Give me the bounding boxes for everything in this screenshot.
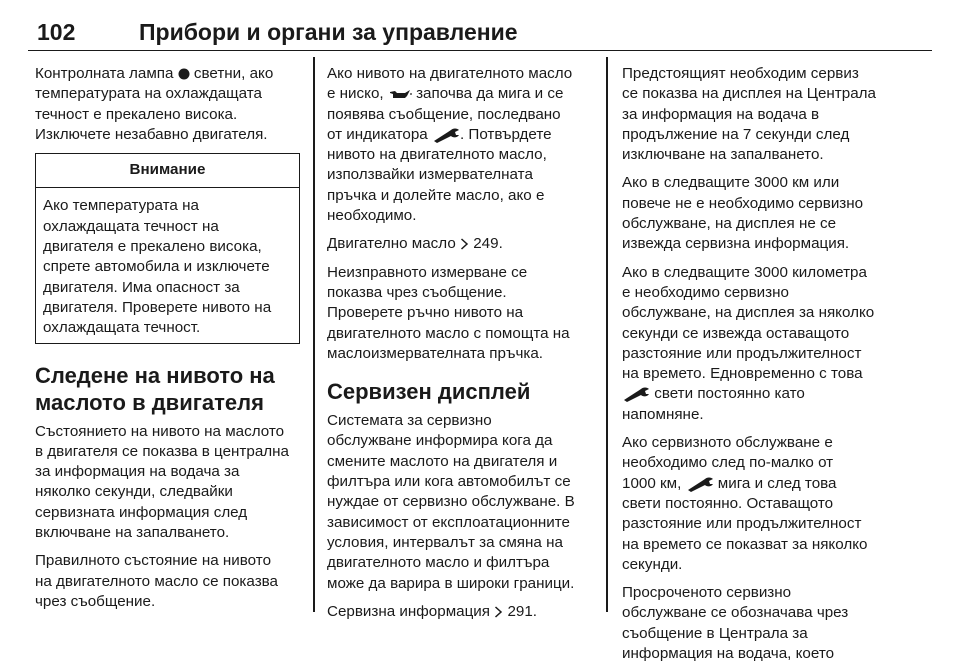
column-divider <box>606 57 608 612</box>
section-title-service-display: Сервизен дисплей <box>327 379 531 405</box>
oil-level-paragraph: Състоянието на нивото на маслото в двигателя се показва в централна за информация на водача за няколко секунди, следвайки сервизната информация след включване на запалването. <box>35 422 289 542</box>
no-service-paragraph: Ако в следващите 3000 км или повече не е необходимо сервизно обслужване, на дисплея не се извежда сервизна информация. <box>622 174 864 253</box>
intro-paragraph: Контролната лампа светни, ако температурата на охлаждащата течност е прекалено висока. Изключете незабавно двигателя. <box>35 65 274 143</box>
service-soon-paragraph: Ако сервизното обслужване е необходимо след по-малко от 1000 км, мига и след това свети постоянно. Оставащото разстояние или продължителност на времето се показват за няколко секунди. <box>622 434 868 573</box>
page-reference-link[interactable]: 249. <box>473 235 503 253</box>
page-reference-link[interactable]: 291. <box>507 602 538 620</box>
column-right <box>622 64 922 672</box>
wrench-icon <box>432 127 460 143</box>
engine-oil-reference: Двигателно масло 249. <box>327 235 503 253</box>
warning-body: Ако температурата на охлаждащата течност на двигателя е прекалено висока, спрете автомобила и изключете двигателя. Има опасност за двигателя. Проверете нивото на охлаждащата течност. <box>43 197 272 337</box>
page-title: Прибори и органи за управление <box>139 19 518 45</box>
wrench-icon <box>622 386 650 402</box>
page-number: 102 <box>37 19 76 45</box>
page-reference-arrow-icon <box>460 238 469 250</box>
column-middle <box>327 64 595 630</box>
warning-box <box>35 153 300 343</box>
section-title-oil-level: Следене на нивото на маслото в двигателя <box>35 362 275 415</box>
column-left <box>35 64 300 620</box>
faulty-measurement-paragraph: Неизправното измерване се показва чрез съобщение. Проверете ръчно нивото на двигателното масло с помощта на маслоизмервателната пръчка. <box>327 263 570 362</box>
column-divider <box>313 57 315 612</box>
wrench-icon <box>686 476 714 492</box>
service-info-reference: Сервизна информация 291. <box>327 602 538 620</box>
service-system-paragraph: Системата за сервизно обслужване информира кога да смените маслото на двигателя и филтъра или кога автомобилът се нуждае от сервизно обслужване. В зависимост от експлоатационните условия, интервалът за смяна на двигателното масло и филтъра може да варира в широки граници. <box>327 412 575 592</box>
oil-can-icon <box>388 88 412 100</box>
page-reference-arrow-icon <box>494 606 503 618</box>
oil-correct-paragraph: Правилното състояние на нивото на двигателното масло се показва чрез съобщение. <box>35 552 278 610</box>
filled-circle-icon <box>178 68 190 80</box>
page-header <box>28 10 932 51</box>
overdue-service-paragraph: Просроченото сервизно обслужване се обозначава чрез съобщение в Централа за информация на водача, което <box>622 584 849 663</box>
low-oil-paragraph: Ако нивото на двигателното масло е ниско, започва да мига и се появява съобщение, последвано от индикатора . Потвърдете нивото на двигателното масло, използвайки измервателната пръчка и долейте масло, ако е необходимо. <box>327 65 573 225</box>
upcoming-service-paragraph: Предстоящият необходим сервиз се показва на дисплея на Централа за информация на водача в продължение на 7 секунди след изключване на запалването. <box>622 65 876 164</box>
warning-title: Внимание <box>36 154 299 188</box>
service-needed-paragraph: Ако в следващите 3000 километра е необходимо сервизно обслужване, на дисплея за няколко секунди се извежда оставащото разстояние или продължителност на времето. Едновременно с това свети постоянно като напомняне. <box>622 263 875 423</box>
